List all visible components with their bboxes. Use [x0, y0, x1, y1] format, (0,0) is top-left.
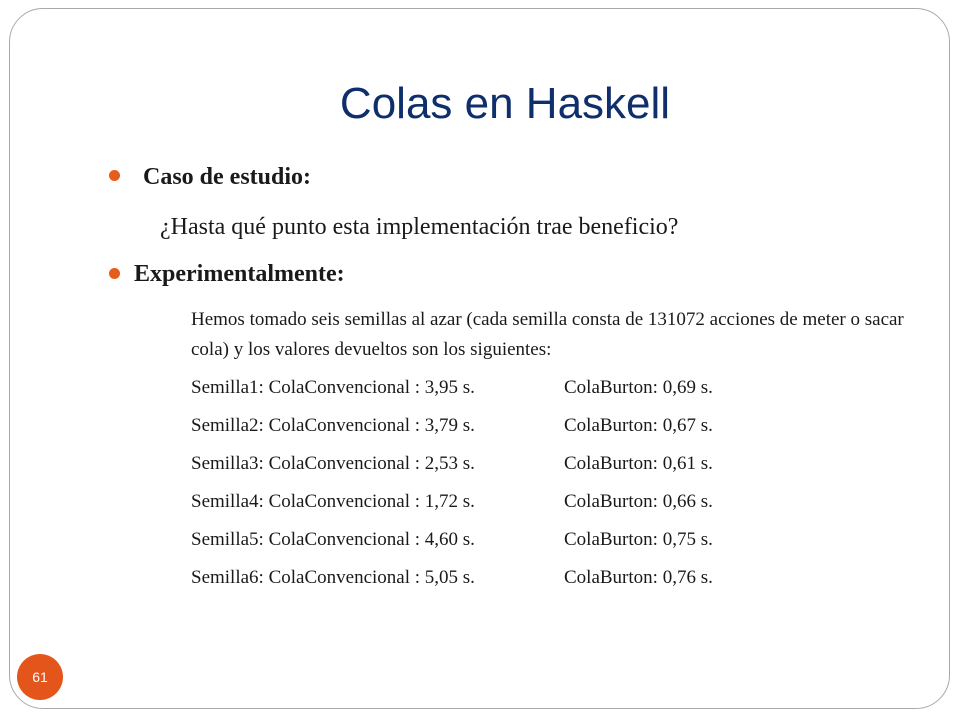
result-row [191, 528, 713, 552]
conventional-result: Semilla5: ColaConvencional : 4,60 s. [191, 529, 475, 550]
heading-caso-de-estudio: Caso de estudio: [143, 164, 312, 190]
bullet-icon [109, 170, 120, 181]
burton-result: ColaBurton: 0,76 s. [564, 567, 713, 588]
conventional-result: Semilla1: ColaConvencional : 3,95 s. [191, 377, 475, 398]
result-row [191, 414, 713, 438]
conventional-result: Semilla3: ColaConvencional : 2,53 s. [191, 453, 475, 474]
slide-title: Colas en Haskell [339, 79, 671, 128]
result-row [191, 490, 713, 514]
burton-result: ColaBurton: 0,66 s. [564, 491, 713, 512]
burton-result: ColaBurton: 0,67 s. [564, 415, 713, 436]
conventional-result: Semilla2: ColaConvencional : 3,79 s. [191, 415, 475, 436]
intro-paragraph: Hemos tomado seis semillas al azar (cada semilla consta de 131072 acciones de meter o sacar cola) y los valores devueltos son los siguientes: [191, 309, 904, 360]
result-row [191, 452, 713, 476]
result-row [191, 376, 713, 400]
heading-experimentalmente: Experimentalmente: [134, 261, 345, 287]
conventional-result: Semilla4: ColaConvencional : 1,72 s. [191, 491, 475, 512]
question-text: ¿Hasta qué punto esta implementación trae beneficio? [160, 214, 679, 240]
burton-result: ColaBurton: 0,61 s. [564, 453, 713, 474]
conventional-result: Semilla6: ColaConvencional : 5,05 s. [191, 567, 475, 588]
burton-result: ColaBurton: 0,69 s. [564, 377, 713, 398]
page-number-badge: 61 [17, 654, 63, 700]
burton-result: ColaBurton: 0,75 s. [564, 529, 713, 550]
bullet-icon [109, 268, 120, 279]
result-row [191, 566, 713, 590]
